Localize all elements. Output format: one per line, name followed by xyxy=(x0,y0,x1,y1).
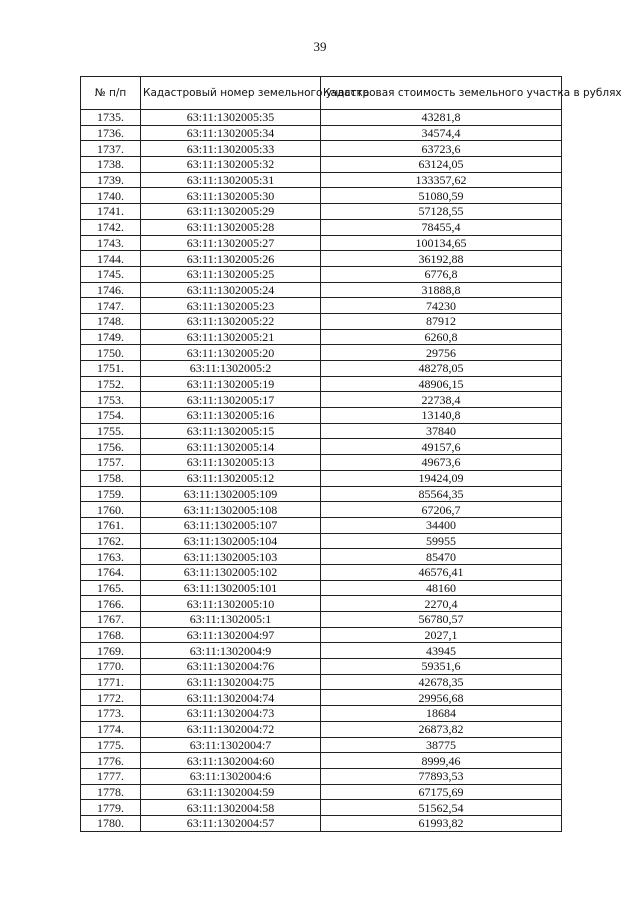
cadastral-value-cell: 48278,05 xyxy=(321,361,562,377)
header-row xyxy=(81,77,562,110)
cadastral-value-cell: 67206,7 xyxy=(321,502,562,518)
table-row xyxy=(81,251,562,267)
table-row xyxy=(81,533,562,549)
cadastral-number-cell: 63:11:1302005:20 xyxy=(141,345,321,361)
row-number-cell: 1756. xyxy=(81,439,141,455)
cadastral-value-cell: 13140,8 xyxy=(321,408,562,424)
table-row xyxy=(81,361,562,377)
cadastral-value-cell: 36192,88 xyxy=(321,251,562,267)
table-row xyxy=(81,329,562,345)
cadastral-number-cell: 63:11:1302004:73 xyxy=(141,706,321,722)
header-cadastral-value: Кадастровая стоимость земельного участка в рублях xyxy=(321,77,562,110)
row-number-cell: 1752. xyxy=(81,376,141,392)
row-number-cell: 1745. xyxy=(81,266,141,282)
cadastral-value-cell: 87912 xyxy=(321,313,562,329)
row-number-cell: 1776. xyxy=(81,753,141,769)
cadastral-number-cell: 63:11:1302005:29 xyxy=(141,204,321,220)
table-row xyxy=(81,768,562,784)
table-row xyxy=(81,125,562,141)
cadastral-value-cell: 43281,8 xyxy=(321,110,562,126)
cadastral-value-cell: 19424,09 xyxy=(321,470,562,486)
cadastral-value-cell: 57128,55 xyxy=(321,204,562,220)
table-row xyxy=(81,564,562,580)
cadastral-number-cell: 63:11:1302005:26 xyxy=(141,251,321,267)
cadastral-number-cell: 63:11:1302005:103 xyxy=(141,549,321,565)
cadastral-value-cell: 61993,82 xyxy=(321,815,562,831)
table-row xyxy=(81,282,562,298)
cadastral-value-cell: 100134,65 xyxy=(321,235,562,251)
table-row xyxy=(81,784,562,800)
cadastral-value-cell: 6776,8 xyxy=(321,266,562,282)
cadastral-value-cell: 2027,1 xyxy=(321,627,562,643)
row-number-cell: 1755. xyxy=(81,423,141,439)
table-row xyxy=(81,721,562,737)
cadastral-number-cell: 63:11:1302005:32 xyxy=(141,157,321,173)
cadastral-value-cell: 31888,8 xyxy=(321,282,562,298)
table-row xyxy=(81,674,562,690)
cadastral-number-cell: 63:11:1302005:16 xyxy=(141,408,321,424)
table-row xyxy=(81,392,562,408)
cadastral-number-cell: 63:11:1302004:59 xyxy=(141,784,321,800)
row-number-cell: 1740. xyxy=(81,188,141,204)
cadastral-number-cell: 63:11:1302005:24 xyxy=(141,282,321,298)
table-row xyxy=(81,549,562,565)
row-number-cell: 1760. xyxy=(81,502,141,518)
table-row xyxy=(81,219,562,235)
cadastral-number-cell: 63:11:1302005:109 xyxy=(141,486,321,502)
cadastral-value-cell: 48906,15 xyxy=(321,376,562,392)
table-row xyxy=(81,204,562,220)
cadastral-value-cell: 6260,8 xyxy=(321,329,562,345)
cadastral-value-cell: 38775 xyxy=(321,737,562,753)
cadastral-number-cell: 63:11:1302005:22 xyxy=(141,313,321,329)
row-number-cell: 1757. xyxy=(81,455,141,471)
cadastral-number-cell: 63:11:1302005:35 xyxy=(141,110,321,126)
cadastral-value-cell: 49673,6 xyxy=(321,455,562,471)
cadastral-number-cell: 63:11:1302004:58 xyxy=(141,800,321,816)
table-row xyxy=(81,439,562,455)
cadastral-value-cell: 59351,6 xyxy=(321,659,562,675)
cadastral-number-cell: 63:11:1302005:15 xyxy=(141,423,321,439)
cadastral-number-cell: 63:11:1302005:13 xyxy=(141,455,321,471)
cadastral-number-cell: 63:11:1302005:14 xyxy=(141,439,321,455)
table-row xyxy=(81,376,562,392)
table-row xyxy=(81,753,562,769)
table-row xyxy=(81,486,562,502)
row-number-cell: 1762. xyxy=(81,533,141,549)
table-row xyxy=(81,690,562,706)
cadastral-number-cell: 63:11:1302004:74 xyxy=(141,690,321,706)
cadastral-number-cell: 63:11:1302004:9 xyxy=(141,643,321,659)
cadastral-number-cell: 63:11:1302004:7 xyxy=(141,737,321,753)
row-number-cell: 1769. xyxy=(81,643,141,659)
row-number-cell: 1751. xyxy=(81,361,141,377)
table-row xyxy=(81,172,562,188)
row-number-cell: 1758. xyxy=(81,470,141,486)
cadastral-number-cell: 63:11:1302004:6 xyxy=(141,768,321,784)
cadastral-value-cell: 34400 xyxy=(321,517,562,533)
cadastral-number-cell: 63:11:1302005:2 xyxy=(141,361,321,377)
row-number-cell: 1768. xyxy=(81,627,141,643)
cadastral-number-cell: 63:11:1302005:101 xyxy=(141,580,321,596)
cadastral-value-cell: 133357,62 xyxy=(321,172,562,188)
cadastre-table xyxy=(80,76,622,832)
row-number-cell: 1765. xyxy=(81,580,141,596)
cadastral-number-cell: 63:11:1302004:72 xyxy=(141,721,321,737)
row-number-cell: 1772. xyxy=(81,690,141,706)
row-number-cell: 1739. xyxy=(81,172,141,188)
row-number-cell: 1764. xyxy=(81,564,141,580)
cadastral-number-cell: 63:11:1302004:97 xyxy=(141,627,321,643)
cadastral-number-cell: 63:11:1302005:10 xyxy=(141,596,321,612)
row-number-cell: 1778. xyxy=(81,784,141,800)
row-number-cell: 1763. xyxy=(81,549,141,565)
cadastral-number-cell: 63:11:1302005:107 xyxy=(141,517,321,533)
cadastral-number-cell: 63:11:1302005:30 xyxy=(141,188,321,204)
table-row xyxy=(81,345,562,361)
row-number-cell: 1780. xyxy=(81,815,141,831)
header-number: № п/п xyxy=(81,77,141,110)
table-row xyxy=(81,706,562,722)
cadastral-value-cell: 63124,05 xyxy=(321,157,562,173)
page-number: 39 xyxy=(313,39,327,54)
cadastral-value-cell: 29956,68 xyxy=(321,690,562,706)
row-number-cell: 1750. xyxy=(81,345,141,361)
cadastral-number-cell: 63:11:1302005:104 xyxy=(141,533,321,549)
table-row xyxy=(81,612,562,628)
table-row xyxy=(81,188,562,204)
row-number-cell: 1735. xyxy=(81,110,141,126)
table-row xyxy=(81,815,562,831)
row-number-cell: 1773. xyxy=(81,706,141,722)
cadastral-number-cell: 63:11:1302005:21 xyxy=(141,329,321,345)
cadastral-value-cell: 85564,35 xyxy=(321,486,562,502)
cadastral-value-cell: 46576,41 xyxy=(321,564,562,580)
cadastral-number-cell: 63:11:1302005:27 xyxy=(141,235,321,251)
cadastral-number-cell: 63:11:1302005:31 xyxy=(141,172,321,188)
cadastral-number-cell: 63:11:1302005:108 xyxy=(141,502,321,518)
table-row xyxy=(81,313,562,329)
cadastral-value-cell: 49157,6 xyxy=(321,439,562,455)
row-number-cell: 1737. xyxy=(81,141,141,157)
table-row xyxy=(81,659,562,675)
table-row xyxy=(81,141,562,157)
cadastral-number-cell: 63:11:1302005:12 xyxy=(141,470,321,486)
table-row xyxy=(81,455,562,471)
row-number-cell: 1774. xyxy=(81,721,141,737)
table-row xyxy=(81,517,562,533)
row-number-cell: 1742. xyxy=(81,219,141,235)
cadastral-number-cell: 63:11:1302005:33 xyxy=(141,141,321,157)
cadastral-number-cell: 63:11:1302005:1 xyxy=(141,612,321,628)
row-number-cell: 1741. xyxy=(81,204,141,220)
row-number-cell: 1738. xyxy=(81,157,141,173)
cadastral-value-cell: 26873,82 xyxy=(321,721,562,737)
table-row xyxy=(81,423,562,439)
cadastral-number-cell: 63:11:1302004:57 xyxy=(141,815,321,831)
cadastral-number-cell: 63:11:1302004:76 xyxy=(141,659,321,675)
cadastral-number-cell: 63:11:1302005:17 xyxy=(141,392,321,408)
table-row xyxy=(81,235,562,251)
cadastral-value-cell: 18684 xyxy=(321,706,562,722)
table-row xyxy=(81,643,562,659)
row-number-cell: 1767. xyxy=(81,612,141,628)
cadastral-value-cell: 63723,6 xyxy=(321,141,562,157)
row-number-cell: 1746. xyxy=(81,282,141,298)
table-row xyxy=(81,157,562,173)
cadastral-number-cell: 63:11:1302005:19 xyxy=(141,376,321,392)
cadastral-value-cell: 78455,4 xyxy=(321,219,562,235)
row-number-cell: 1736. xyxy=(81,125,141,141)
cadastral-value-cell: 43945 xyxy=(321,643,562,659)
table-row xyxy=(81,502,562,518)
table-row xyxy=(81,580,562,596)
cadastral-number-cell: 63:11:1302004:75 xyxy=(141,674,321,690)
cadastral-value-cell: 2270,4 xyxy=(321,596,562,612)
table-row xyxy=(81,110,562,126)
row-number-cell: 1753. xyxy=(81,392,141,408)
cadastral-value-cell: 51562,54 xyxy=(321,800,562,816)
cadastral-value-cell: 56780,57 xyxy=(321,612,562,628)
table-row xyxy=(81,627,562,643)
row-number-cell: 1754. xyxy=(81,408,141,424)
cadastral-number-cell: 63:11:1302004:60 xyxy=(141,753,321,769)
cadastral-value-cell: 85470 xyxy=(321,549,562,565)
table-row xyxy=(81,737,562,753)
row-number-cell: 1775. xyxy=(81,737,141,753)
cadastral-value-cell: 67175,69 xyxy=(321,784,562,800)
row-number-cell: 1744. xyxy=(81,251,141,267)
cadastral-value-cell: 74230 xyxy=(321,298,562,314)
row-number-cell: 1766. xyxy=(81,596,141,612)
row-number-cell: 1771. xyxy=(81,674,141,690)
cadastral-number-cell: 63:11:1302005:28 xyxy=(141,219,321,235)
cadastral-number-cell: 63:11:1302005:25 xyxy=(141,266,321,282)
table-row xyxy=(81,408,562,424)
row-number-cell: 1743. xyxy=(81,235,141,251)
table-body xyxy=(81,110,562,832)
cadastral-value-cell: 29756 xyxy=(321,345,562,361)
row-number-cell: 1761. xyxy=(81,517,141,533)
table-row xyxy=(81,596,562,612)
cadastral-value-cell: 8999,46 xyxy=(321,753,562,769)
cadastral-value-cell: 42678,35 xyxy=(321,674,562,690)
cadastral-number-cell: 63:11:1302005:23 xyxy=(141,298,321,314)
cadastral-value-cell: 34574,4 xyxy=(321,125,562,141)
cadastral-number-cell: 63:11:1302005:34 xyxy=(141,125,321,141)
cadastral-value-cell: 51080,59 xyxy=(321,188,562,204)
cadastral-value-cell: 59955 xyxy=(321,533,562,549)
table-header xyxy=(81,77,622,110)
table-row xyxy=(81,800,562,816)
row-number-cell: 1777. xyxy=(81,768,141,784)
cadastral-value-cell: 37840 xyxy=(321,423,562,439)
row-number-cell: 1748. xyxy=(81,313,141,329)
row-number-cell: 1747. xyxy=(81,298,141,314)
table-row xyxy=(81,470,562,486)
cadastral-value-cell: 48160 xyxy=(321,580,562,596)
row-number-cell: 1779. xyxy=(81,800,141,816)
table-row xyxy=(81,266,562,282)
cadastral-number-cell: 63:11:1302005:102 xyxy=(141,564,321,580)
cadastral-value-cell: 22738,4 xyxy=(321,392,562,408)
header-cadastral-number: Кадастровый номер земельного участка xyxy=(141,77,321,110)
table-row xyxy=(81,298,562,314)
row-number-cell: 1749. xyxy=(81,329,141,345)
cadastral-value-cell: 77893,53 xyxy=(321,768,562,784)
row-number-cell: 1759. xyxy=(81,486,141,502)
row-number-cell: 1770. xyxy=(81,659,141,675)
